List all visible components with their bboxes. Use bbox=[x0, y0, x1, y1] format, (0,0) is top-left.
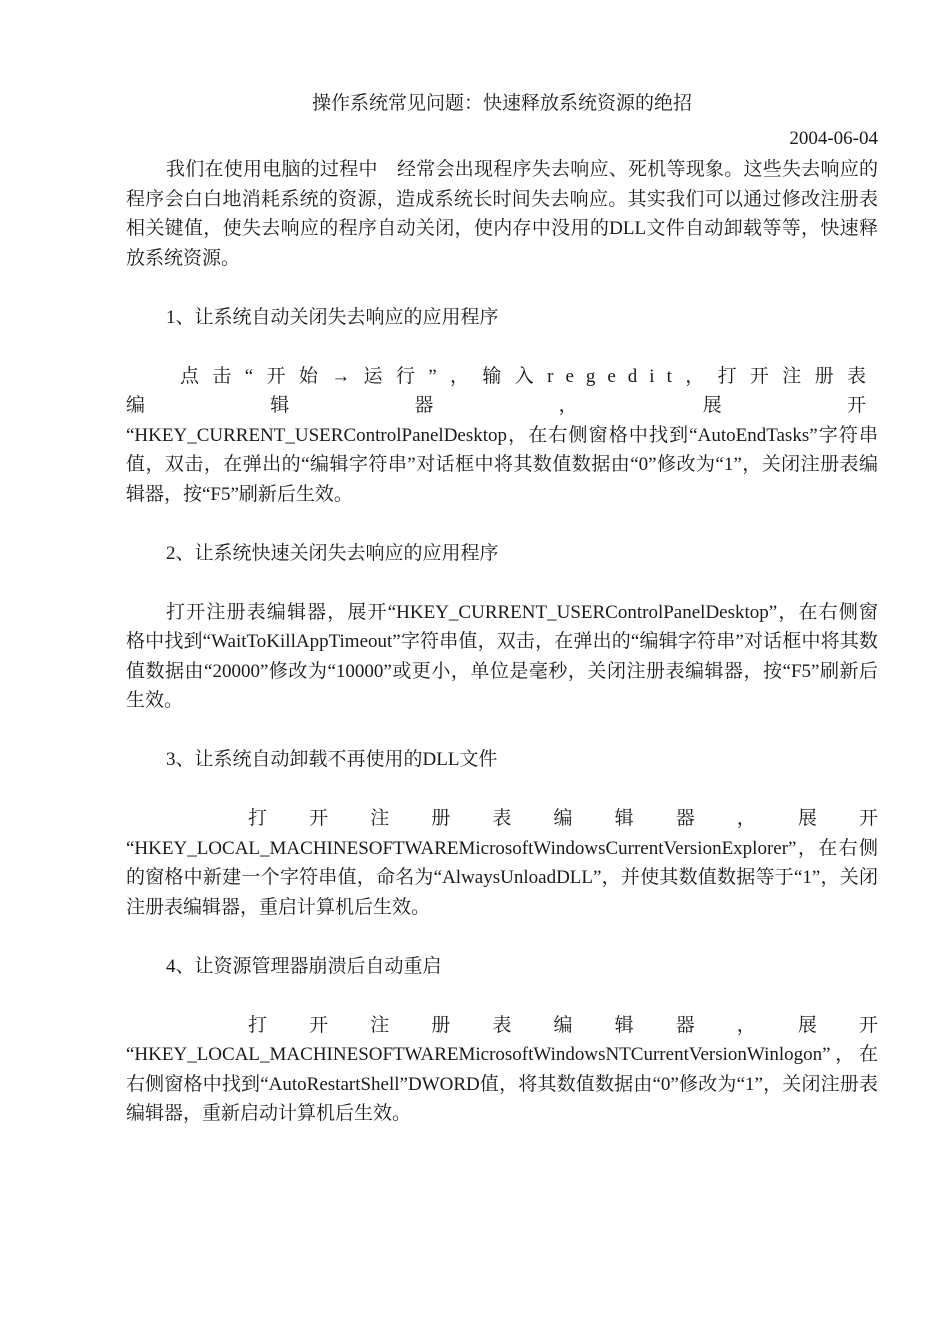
intro-paragraph: 我们在使用电脑的过程中 经常会出现程序失去响应、死机等现象。这些失去响应的程序会白白地消耗系统的资源，造成系统长时间失去响应。其实我们可以通过修改注册表相关键值，使失去响应的程序自动关闭，使内存中没用的DLL文件自动卸载等等，快速释放系统资源。 bbox=[126, 159, 878, 269]
paragraph-gap bbox=[126, 332, 878, 362]
section-lead-3: 打开注册表编辑器，展开 bbox=[248, 808, 878, 829]
section-body-2: 打开注册表编辑器，展开“HKEY_CURRENT_USERControlPanelDesktop”，在右侧窗格中找到“WaitToKillAppTimeout”字符串值，双击，在弹出的“编辑字符串”对话框中将其数值数据由“20000”修改为“10000”或更小，单位是毫秒，关闭注册表编辑器，按“F5”刷新后生效。 bbox=[126, 601, 878, 711]
section-heading-3: 3、让系统自动卸载不再使用的DLL文件 bbox=[166, 749, 498, 770]
paragraph-gap bbox=[126, 981, 878, 1011]
document-date: 2004-06-04 bbox=[789, 128, 878, 149]
section-heading-2: 2、让系统快速关闭失去响应的应用程序 bbox=[166, 542, 499, 564]
section-heading-4: 4、让资源管理器崩溃后自动重启 bbox=[166, 955, 442, 977]
paragraph-gap bbox=[126, 568, 878, 598]
paragraph-gap bbox=[126, 922, 878, 952]
paragraph-gap bbox=[126, 273, 878, 303]
document-title: 操作系统常见问题：快速释放系统资源的绝招 bbox=[311, 93, 692, 114]
section-heading-1: 1、让系统自动关闭失去响应的应用程序 bbox=[166, 306, 499, 328]
paragraph-gap bbox=[126, 509, 878, 539]
paragraph-gap bbox=[126, 775, 878, 805]
paragraph-gap bbox=[126, 716, 878, 746]
section-lead-4: 打开注册表编辑器，展开 bbox=[248, 1014, 878, 1036]
section-lead-1: 点击“开始→运行”，输入regedit，打开注册表编辑器，展开 bbox=[126, 365, 878, 416]
section-body-3: “HKEY_LOCAL_MACHINESOFTWAREMicrosoftWindowsCurrentVersionExplorer”，在右侧的窗格中新建一个字符串值，命名为“AlwaysUnloadDLL”，并使其数值数据等于“1”，关闭注册表编辑器，重启计算机后生效。 bbox=[126, 837, 878, 918]
document-page bbox=[126, 88, 878, 1129]
section-body-4: “HKEY_LOCAL_MACHINESOFTWAREMicrosoftWindowsNTCurrentVersionWinlogon”，在右侧窗格中找到“AutoRestartShell”DWORD值，将其数值数据由“0”修改为“1”，关闭注册表编辑器，重新启动计算机后生效。 bbox=[126, 1044, 878, 1124]
section-body-1: “HKEY_CURRENT_USERControlPanelDesktop，在右侧窗格中找到“AutoEndTasks”字符串值，双击，在弹出的“编辑字符串”对话框中将其数值数据由“0”修改为“1”，关闭注册表编辑器，按“F5”刷新后生效。 bbox=[126, 424, 878, 505]
